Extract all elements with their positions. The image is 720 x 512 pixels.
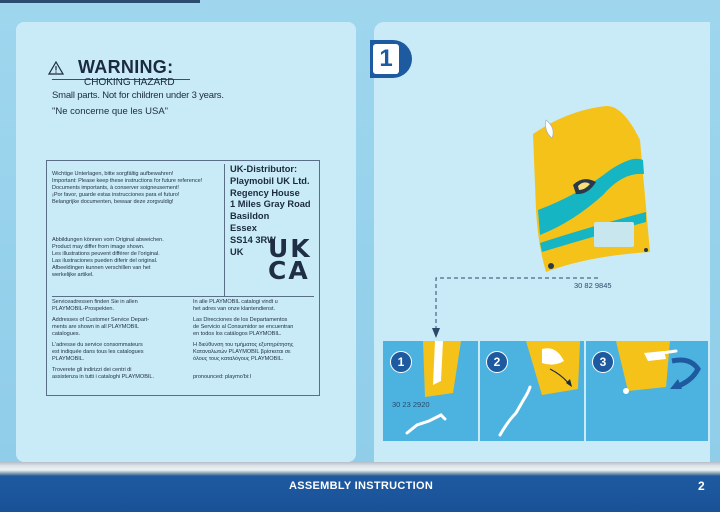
warning-triangle-icon [48, 61, 64, 75]
keep-instructions-text: Wichtige Unterlagen, bitte sorgfältig aufbewahren! Important: Please keep these instructions for future reference! Documents importants, à conserver soigneusement! ¡Por favor, guarde estas instrucciones para el futuro! Belangrijke documenten, bewaar deze zorgvuldig! [52, 171, 203, 205]
service-addresses-left: Serviceadressen finden Sie in allen PLAYMOBIL-Prospekten. Addresses of Customer Service Depart- ments are shown in all PLAYMOBIL catalogues. L'adresse du service consommateurs est indiquée dans tous les catalogues PLAYMOBIL. Troverete gli indirizzi dei centri di assistenza in tutti i cataloghi PLAYMOBIL. [52, 299, 154, 380]
step-number: 1 [373, 44, 399, 74]
substep-1-panel [383, 341, 478, 441]
substep-2-number: 2 [486, 351, 508, 373]
warning-title: WARNING: [78, 57, 174, 77]
service-addresses-right: In alle PLAYMOBIL catalogi vindt u het adres van onze klantendienst. Las Direcciones de los Departamentos de Servicio al Consumidor se encuentran en todos los catálogos PLAYMOBIL. Η διεύθυνση του τμήματος εξυπηρέτησης Καταναλωτών PLAYMOBIL βρίσκεται σε όλους τους καταλόγους PLAYMOBIL. pronounced: playmo'bi:l [193, 299, 294, 380]
ukca-mark: UK CA [268, 234, 312, 285]
usa-note: "Ne concerne que les USA" [52, 106, 169, 117]
info-horizontal-divider [52, 296, 314, 297]
uk-distributor-address: UK-Distributor: Playmobil UK Ltd. Regency House 1 Miles Gray Road Basildon Essex SS14 3RW UK [230, 164, 311, 257]
part-number-sail: 30 82 9845 [574, 281, 612, 290]
step-number-badge [370, 40, 412, 78]
top-strip [0, 0, 200, 3]
substep-3-number: 3 [592, 351, 614, 373]
footer-title: ASSEMBLY INSTRUCTION [289, 480, 434, 492]
choking-hazard-text: CHOKING HAZARD [84, 77, 175, 88]
image-differ-text: Abbildungen können vom Original abweichen. Product may differ from image shown. Les illustrations peuvent différer de l'original. Las ilustraciones pueden diferir del original. Afbeeldingen kunnen verschillen van het werkelijke artikel. [52, 237, 164, 278]
page-number: 2 [698, 479, 705, 493]
part-number-clip: 30 23 2920 [392, 400, 430, 409]
substep-2-panel [480, 341, 584, 441]
warning-heading [48, 57, 173, 78]
info-vertical-divider [224, 164, 225, 296]
sail-illustration [378, 100, 698, 350]
small-parts-text: Small parts. Not for children under 3 years. [52, 90, 224, 101]
substep-3-panel [586, 341, 708, 441]
substep-1-number: 1 [390, 351, 412, 373]
